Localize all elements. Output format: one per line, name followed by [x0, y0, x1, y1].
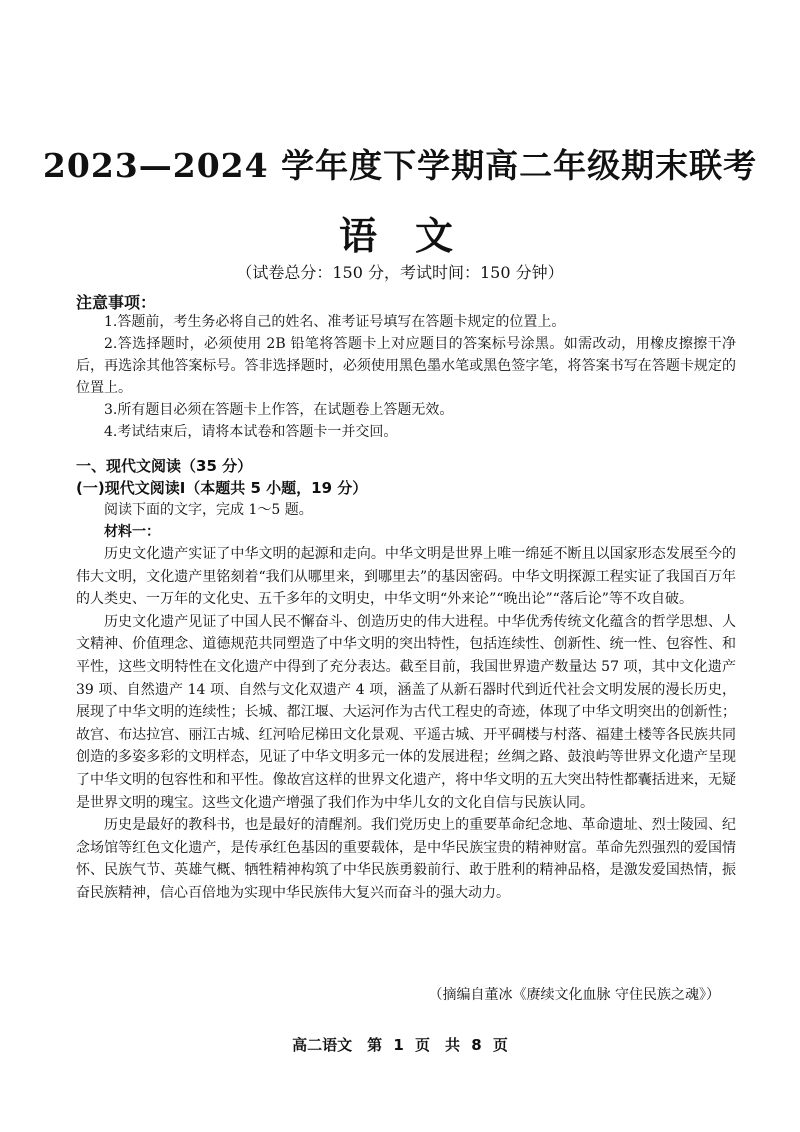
source-citation: （摘编自董冰《赓续文化血脉 守住民族之魂》）	[428, 987, 720, 1003]
material-body	[76, 543, 736, 905]
section-heading: 一、现代文阅读（35 分）	[76, 457, 253, 475]
notice-item: 3.所有题目必须在答题卡上作答，在试题卷上答题无效。	[104, 402, 454, 418]
notice-item: 1.答题前，考生务必将自己的姓名、准考证号填写在答题卡规定的位置上。	[104, 314, 566, 330]
notice-item: 2.答选择题时，必须使用 2B 铅笔将答题卡上对应题目的答案标号涂黑。如需改动，用橡皮擦擦干净后，再选涂其他答案标号。答非选择题时，必须使用黑色墨水笔或黑色签字笔，将答案书写在答题卡规定的位置上。	[76, 336, 736, 396]
material-label: 材料一：	[104, 524, 160, 540]
material-paragraph: 历史文化遗产见证了中国人民不懈奋斗、创造历史的伟大进程。中华优秀传统文化蕴含的哲学思想、人文精神、价值理念、道德规范共同塑造了中华文明的突出特性，包括连续性、创新性、统一性、包容性、和平性，这些文明特性在文化遗产中得到了充分表达。截至目前，我国世界遗产数量达 57 项，其中文化遗产 39 项、自然遗产 14 项、自然与文化双遗产 4 项，涵盖了从新石器时代到近代社会文明发展的漫长历史，展现了中华文明的连续性；长城、都江堰、大运河作为古代工程史的奇迹，体现了中华文明突出的创新性；故宫、布达拉宫、丽江古城、红河哈尼梯田文化景观、平遥古城、开平碉楼与村落、福建土楼等各民族共同创造的多姿多彩的文明样态，见证了中华文明多元一体的发展进程；丝绸之路、鼓浪屿等世界文化遗产呈现了中华文明的包容性和和平性。像故宫这样的世界文化遗产，将中华文明的五大突出特性都囊括进来，无疑是世界文明的瑰宝。这些文化遗产增强了我们作为中华儿女的文化自信与民族认同。	[76, 613, 736, 811]
reading-instruction: 阅读下面的文字，完成 1～5 题。	[104, 502, 313, 518]
notice-heading: 注意事项：	[76, 293, 157, 312]
exam-info: （试卷总分：150 分，考试时间：150 分钟）	[236, 263, 564, 282]
notice-item: 4.考试结束后，请将本试卷和答题卡一并交回。	[104, 424, 398, 440]
notice-list	[76, 311, 736, 443]
material-paragraph: 历史是最好的教科书，也是最好的清醒剂。我们党历史上的重要革命纪念地、革命遗址、烈士陵园、纪念场馆等红色文化遗产，是传承红色基因的重要载体，是中华民族宝贵的精神财富。革命先烈强烈的爱国情怀、民族气节、英雄气概、牺牲精神构筑了中华民族勇毅前行、敢于胜利的精神品格，是激发爱国热情，振奋民族精神，信心百倍地为实现中华民族伟大复兴而奋斗的强大动力。	[76, 817, 736, 901]
page-footer: 高二语文 第 1 页 共 8 页	[292, 1036, 508, 1054]
material-paragraph: 历史文化遗产实证了中华文明的起源和走向。中华文明是世界上唯一绵延不断且以国家形态发展至今的伟大文明，文化遗产里铭刻着“我们从哪里来，到哪里去”的基因密码。中华文明探源工程实证了我国百万年的人类史、一万年的文化史、五千多年的文明史，中华文明“外来论”“晚出论”“落后论”等不攻自破。	[76, 546, 736, 608]
subsection-heading: (一)现代文阅读Ⅰ（本题共 5 小题，19 分）	[76, 479, 368, 497]
subject-title: 语文	[338, 214, 491, 258]
exam-title: 2023—2024 学年度下学期高二年级期末联考	[42, 146, 758, 185]
